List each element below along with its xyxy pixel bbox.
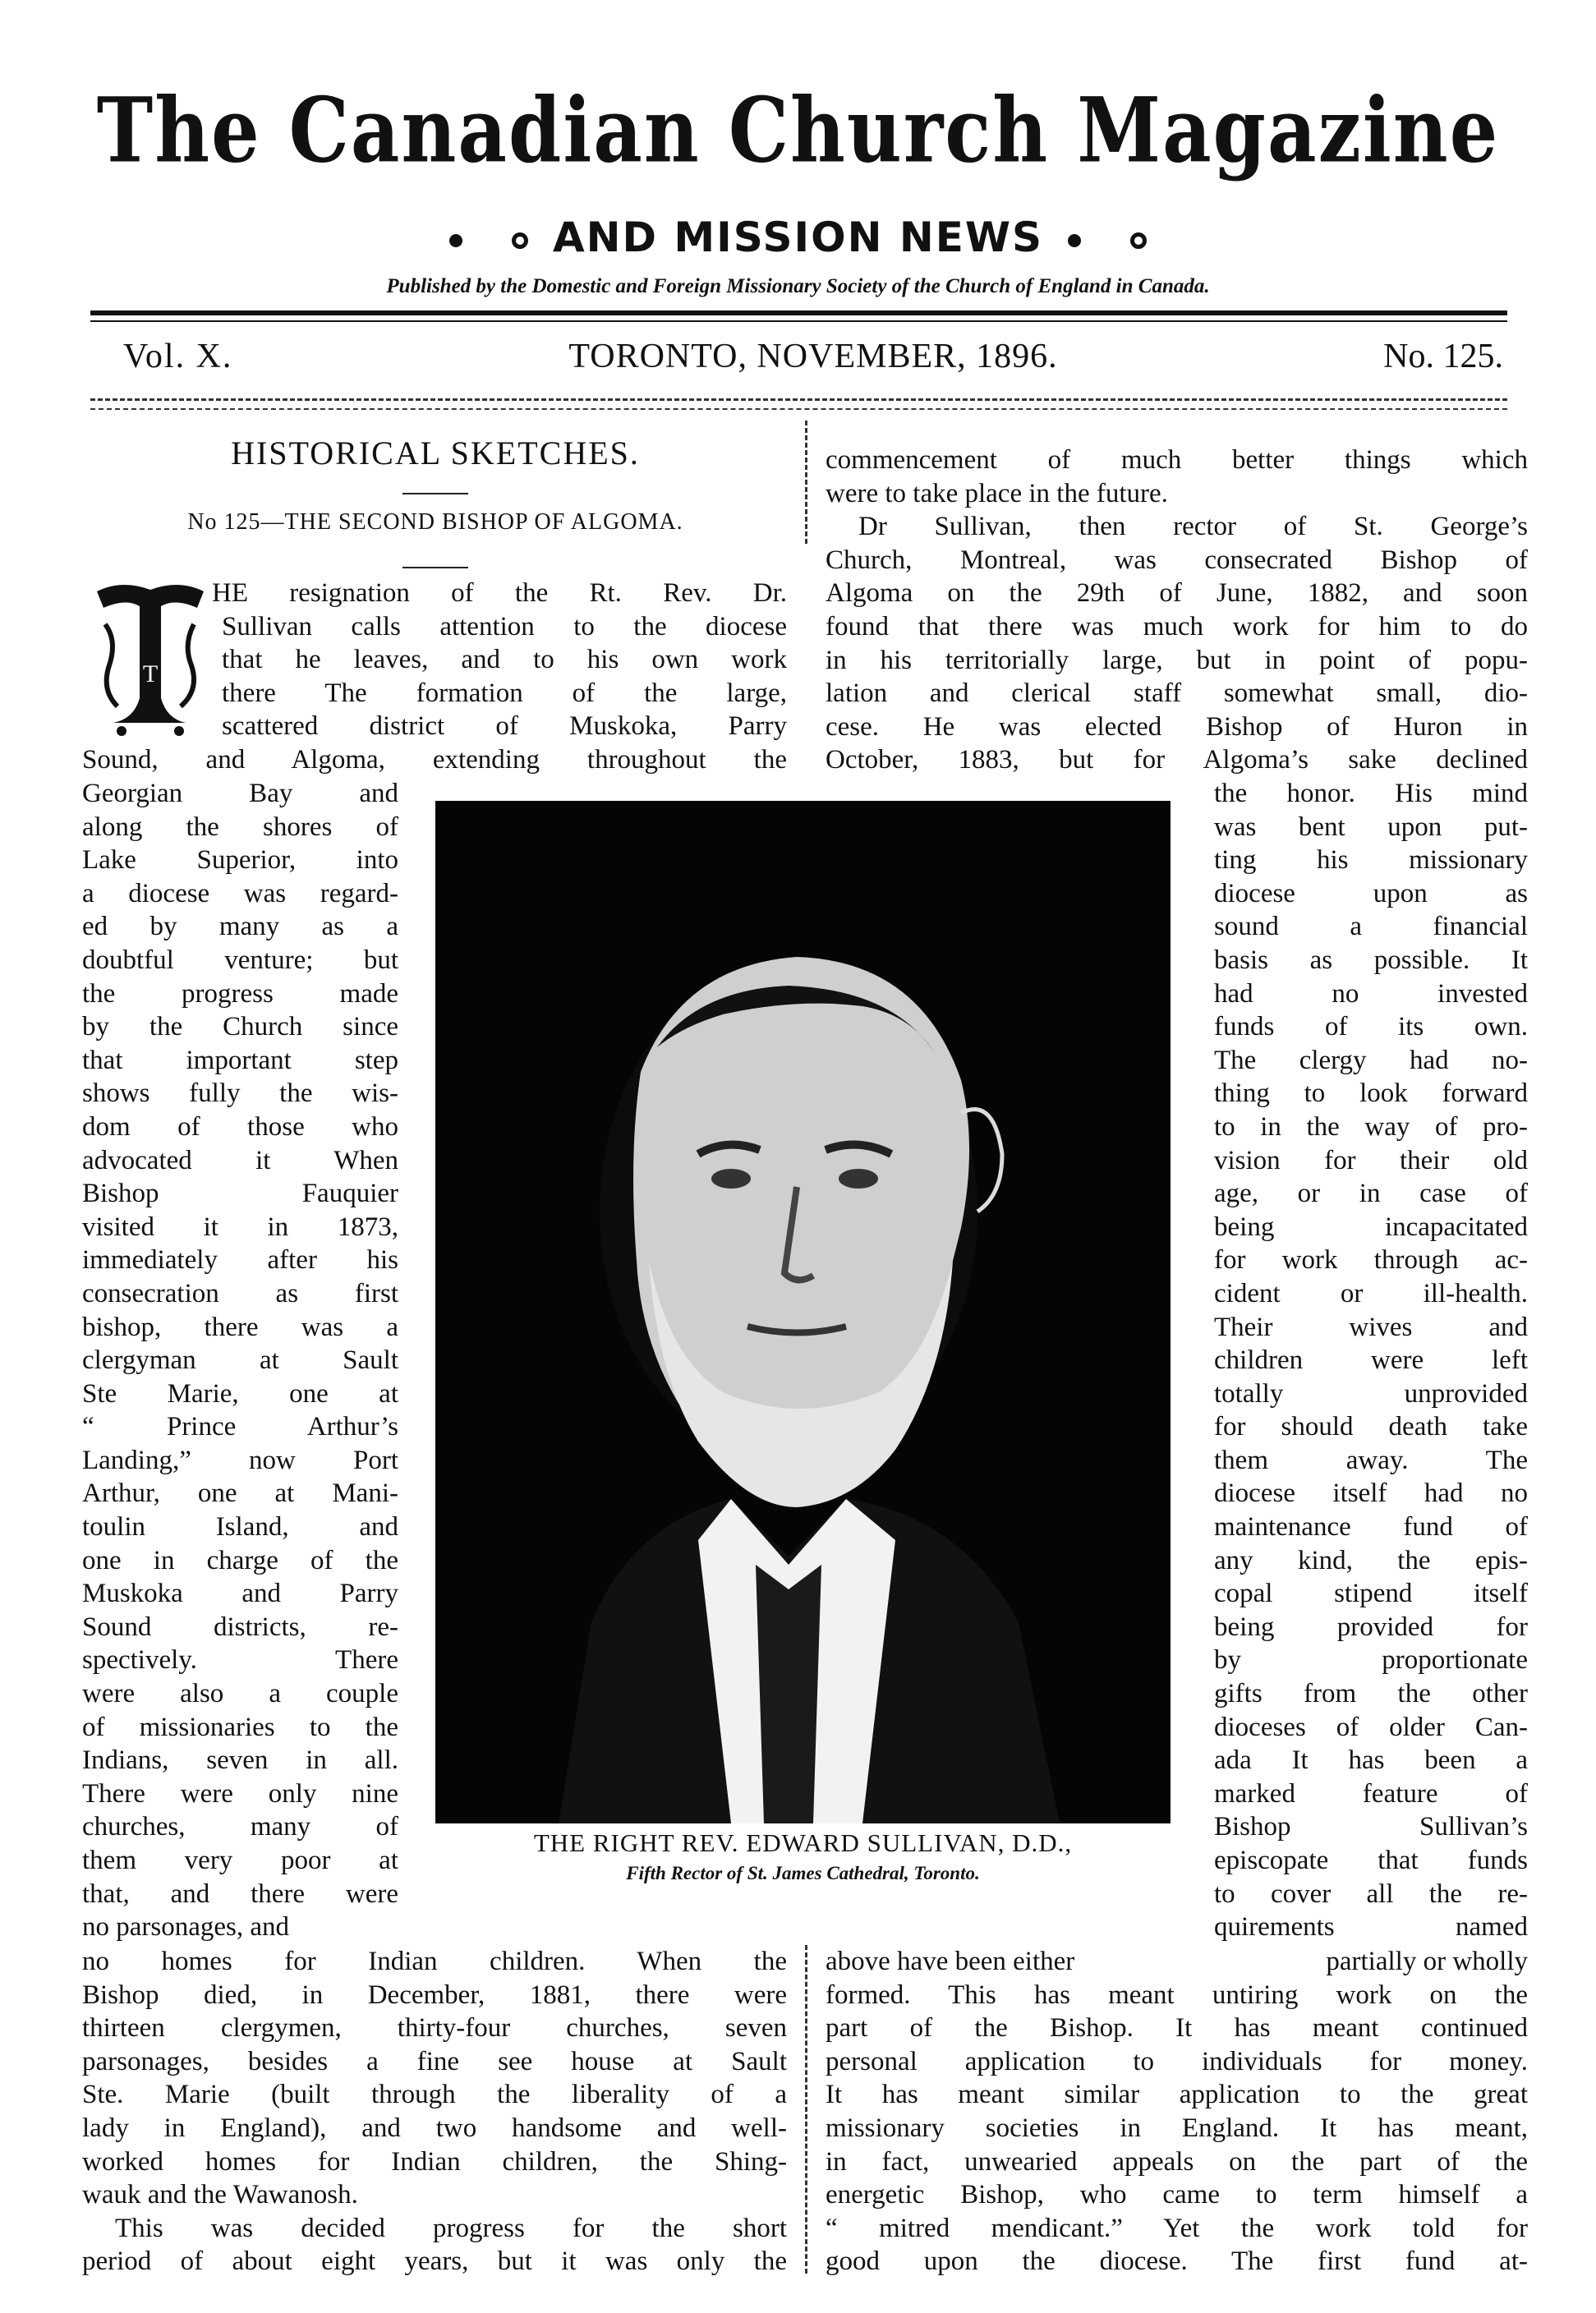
bullet-icon	[449, 234, 462, 247]
text-line: “ mitred mendicant.” Yet the work told for	[826, 2213, 1528, 2243]
text-line: were to take place in the future.	[826, 478, 1168, 508]
text-line: quirements named	[1214, 1912, 1528, 1943]
text-line: that he leaves, and to his own work	[222, 645, 787, 675]
text-line: Sound districts, re-	[82, 1612, 398, 1642]
text-line: Bishop Fauquier	[82, 1179, 398, 1209]
text-line: diocese upon as	[1214, 878, 1528, 908]
text-line: part of the Bishop. It has meant continued	[826, 2013, 1528, 2044]
text-line: Arthur, one at Mani-	[82, 1478, 398, 1509]
issue-date: TORONTO, NOVEMBER, 1896.	[568, 338, 1058, 375]
text-line: the progress made	[82, 978, 398, 1009]
issue-rule	[90, 398, 1507, 401]
portrait-illustration	[435, 801, 1171, 1823]
text-line: Bishop Sullivan’s	[1214, 1812, 1528, 1842]
text-line: Bishop died, in December, 1881, there were	[82, 1980, 787, 2010]
text-line: immediately after his	[82, 1245, 398, 1276]
text-line: Sound, and Algoma, extending throughout the	[82, 744, 787, 775]
column-1-bottom	[82, 1945, 787, 2279]
section-rule	[402, 567, 468, 568]
text-line: spectively. There	[82, 1645, 398, 1676]
text-line: This was decided progress for the short	[115, 2213, 787, 2243]
text-line: to cover all the re-	[1214, 1878, 1528, 1909]
text-line: lady in England), and two handsome and well-	[82, 2113, 787, 2143]
text-line: ed by many as a	[82, 912, 398, 942]
text-line: maintenance fund of	[1214, 1512, 1528, 1543]
text-line: episcopate that funds	[1214, 1846, 1528, 1875]
text-line: found that there was much work for him to do	[826, 611, 1528, 641]
text-line: no parsonages, and	[82, 1912, 290, 1943]
text-line: Dr Sullivan, then rector of St. George’s	[858, 512, 1528, 542]
text-line: for work through ac-	[1214, 1245, 1528, 1276]
column-1-narrow	[82, 777, 398, 1944]
text-line: dom of those who	[82, 1111, 398, 1142]
text-line: Lake Superior, into	[82, 845, 398, 876]
text-line: of missionaries to the	[82, 1712, 398, 1742]
volume-number: Vol. X.	[123, 338, 233, 375]
text-line: them away. The	[1214, 1445, 1528, 1475]
text-line: advocated it When	[82, 1145, 398, 1175]
text-line: wauk and the Wawanosh.	[82, 2180, 358, 2210]
text-line: There were only nine	[82, 1778, 398, 1809]
masthead-rule-thin	[90, 320, 1507, 322]
section-title: HISTORICAL SKETCHES.	[231, 435, 640, 471]
text-line: were also a couple	[82, 1679, 398, 1709]
text-line: doubtful venture; but	[82, 945, 398, 975]
issue-rule-2	[90, 408, 1507, 410]
text-line: copal stipend itself	[1214, 1579, 1528, 1609]
text-line: gifts from the other	[1214, 1679, 1528, 1709]
text-line: Muskoka and Parry	[82, 1579, 398, 1609]
text-line: Georgian Bay and	[82, 779, 398, 808]
column-2-narrow	[1214, 777, 1528, 1944]
text-line: there The formation of the large,	[222, 678, 787, 708]
text-line: missionary societies in England. It has meant,	[826, 2113, 1528, 2143]
text-line: churches, many of	[82, 1812, 398, 1842]
text-line: by proportionate	[1214, 1645, 1528, 1676]
issue-line	[123, 337, 1503, 386]
text-line: energetic Bishop, who came to term himself a	[826, 2180, 1528, 2210]
text-line: no homes for Indian children. When the	[82, 1947, 787, 1976]
text-line: lation and clerical staff somewhat small, dio-	[826, 678, 1528, 709]
text-line: worked homes for Indian children, the Shing-	[82, 2146, 787, 2177]
text-line: period of about eight years, but it was only the	[82, 2246, 787, 2277]
text-line: Ste Marie, one at	[82, 1378, 398, 1409]
text-line: along the shores of	[82, 812, 398, 842]
text-line: children were left	[1214, 1345, 1528, 1376]
text-line: parsonages, besides a fine see house at Sault	[82, 2046, 787, 2076]
magazine-title: The Canadian Church Magazine	[96, 78, 1500, 183]
text-line: basis as possible. It	[1214, 945, 1528, 975]
text-line: to in the way of pro-	[1214, 1111, 1528, 1142]
text-line: thing to look forward	[1214, 1078, 1528, 1109]
text-line: being incapacitated	[1214, 1212, 1528, 1242]
text-line: formed. This has meant untiring work on the	[826, 1980, 1528, 2010]
text-line: Church, Montreal, was consecrated Bishop of	[826, 545, 1528, 575]
text-line: cese. He was elected Bishop of Huron in	[826, 711, 1528, 742]
svg-text:T: T	[142, 660, 159, 687]
text-fragment: above have been either	[826, 1947, 1075, 1976]
bullet-icon	[512, 232, 528, 249]
text-line: by the Church since	[82, 1012, 398, 1042]
text-line: toulin Island, and	[82, 1512, 398, 1543]
bishop-portrait	[435, 801, 1171, 1823]
text-line: was bent upon put-	[1214, 812, 1528, 842]
text-line: scattered district of Muskoka, Parry	[222, 711, 787, 742]
photo-caption: THE RIGHT REV. EDWARD SULLIVAN, D.D.,	[533, 1828, 1073, 1857]
text-line: had no invested	[1214, 978, 1528, 1009]
text-line: The clergy had no-	[1214, 1045, 1528, 1075]
text-line: marked feature of	[1214, 1778, 1528, 1809]
text-line: totally unprovided	[1214, 1378, 1528, 1409]
text-line: Their wives and	[1214, 1312, 1528, 1342]
text-line: personal application to individuals for money.	[826, 2046, 1528, 2076]
column-2-bottom	[826, 1945, 1528, 2279]
text-line	[826, 1945, 1528, 1979]
text-line: vision for their old	[1214, 1145, 1528, 1175]
text-line: shows fully the wis-	[82, 1078, 398, 1109]
text-line: good upon the diocese. The first fund at-	[826, 2246, 1528, 2277]
masthead	[82, 78, 1514, 297]
text-line: clergyman at Sault	[82, 1345, 398, 1376]
issue-number: No. 125.	[1383, 338, 1503, 375]
text-line: ada It has been a	[1214, 1745, 1528, 1776]
text-line: Ste. Marie (built through the liberality of a	[82, 2080, 787, 2110]
text-line: bishop, there was a	[82, 1312, 398, 1342]
text-line: the honor. His mind	[1214, 779, 1528, 808]
column-divider	[805, 1945, 807, 2274]
text-line: them very poor at	[82, 1846, 398, 1875]
text-line: that important step	[82, 1045, 398, 1075]
text-line: one in charge of the	[82, 1545, 398, 1575]
subtitle-text: AND MISSION NEWS	[552, 214, 1044, 261]
text-line: consecration as first	[82, 1278, 398, 1308]
text-line: October, 1883, but for Algoma’s sake declined	[826, 745, 1528, 775]
text-line: cident or ill-health.	[1214, 1278, 1528, 1308]
text-line: ting his missionary	[1214, 845, 1528, 876]
text-line: thirteen clergymen, thirty-four churches, seven	[82, 2013, 787, 2044]
section-rule	[402, 493, 468, 494]
text-line: visited it in 1873,	[82, 1212, 398, 1242]
text-line: sound a financial	[1214, 912, 1528, 942]
text-line: HE resignation of the Rt. Rev. Dr.	[212, 578, 787, 608]
text-line: any kind, the epis-	[1214, 1545, 1528, 1575]
text-line: being provided for	[1214, 1612, 1528, 1642]
text-fragment: partially or wholly	[1326, 1947, 1528, 1976]
text-line: funds of its own.	[1214, 1012, 1528, 1042]
text-line: in his territorially large, but in point of popu-	[826, 645, 1528, 675]
bullet-icon	[1130, 232, 1147, 249]
text-line: that, and there were	[82, 1878, 398, 1909]
text-line: age, or in case of	[1214, 1179, 1528, 1209]
text-line: for should death take	[1214, 1412, 1528, 1442]
text-line: “ Prince Arthur’s	[82, 1412, 398, 1442]
column-2-top	[826, 444, 1528, 777]
bullet-icon	[1068, 234, 1081, 247]
text-line: Landing,” now Port	[82, 1445, 398, 1475]
text-line: in fact, unwearied appeals on the part of the	[826, 2146, 1528, 2177]
text-line: Indians, seven in all.	[82, 1745, 398, 1776]
text-line: It has meant similar application to the great	[826, 2080, 1528, 2110]
text-line: commencement of much better things which	[826, 445, 1528, 475]
text-line: Algoma on the 29th of June, 1882, and soon	[826, 578, 1528, 609]
photo-caption-sub: Fifth Rector of St. James Cathedral, Toronto.	[626, 1863, 980, 1883]
column-1-top	[82, 577, 787, 777]
article-subtitle: No 125—THE SECOND BISHOP OF ALGOMA.	[187, 509, 683, 535]
column-divider	[805, 421, 807, 544]
magazine-subtitle	[82, 214, 1514, 261]
text-line: dioceses of older Can-	[1214, 1712, 1528, 1742]
text-line: Sullivan calls attention to the diocese	[222, 611, 787, 641]
publisher-line: Published by the Domestic and Foreign Missionary Society of the Church of England in Canada.	[386, 275, 1210, 297]
masthead-rule	[90, 310, 1507, 315]
text-line: a diocese was regard-	[82, 878, 398, 908]
text-line: diocese itself had no	[1214, 1478, 1528, 1509]
